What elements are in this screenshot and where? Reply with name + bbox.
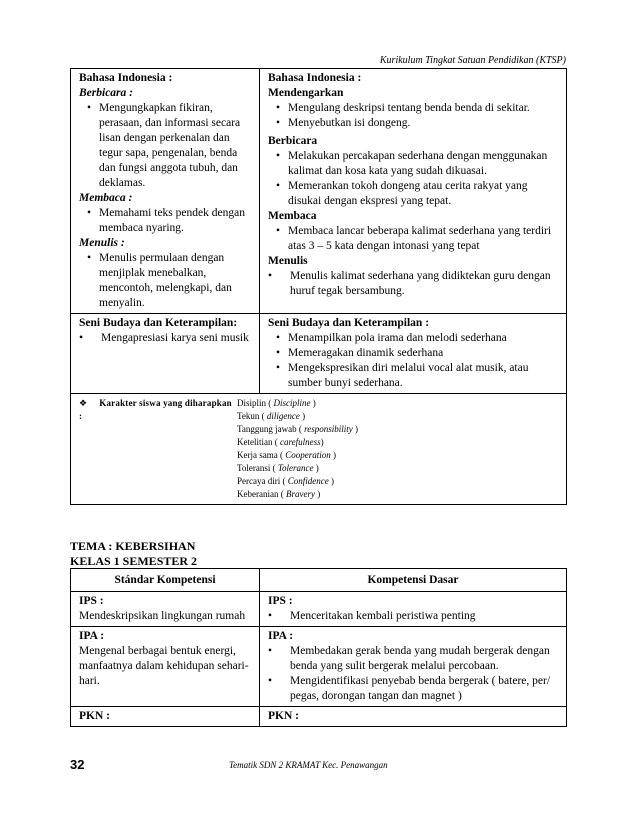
cell-title: IPA :: [79, 630, 105, 642]
table-row: [71, 627, 567, 707]
list-item: • Melakukan percakapan sederhana dengan menggunakan kalimat dan kosa kata yang sudah dikuasai.: [268, 149, 560, 179]
list-item: • Memahami teks pendek dengan membaca nyaring.: [79, 206, 253, 236]
karakter-item-id: Toleransi (: [237, 463, 278, 473]
karakter-item-id: Disiplin (: [237, 398, 274, 408]
karakter-item-en: Confidence: [287, 476, 329, 486]
karakter-item-close: ): [314, 489, 321, 499]
karakter-item: [237, 410, 358, 423]
karakter-item: [237, 449, 358, 462]
list: [268, 224, 560, 254]
table-row: [71, 69, 567, 314]
subheading-mendengarkan: Mendengarkan: [268, 87, 344, 99]
cell-title: IPS :: [79, 595, 104, 607]
list-item: • Mengungkapkan fikiran, perasaan, dan informasi secara lisan dengan perkenalan dan tegur sapa, pengenalan, benda dan fungsi anggota tubuh, dan deklamas.: [79, 101, 253, 191]
list-item: • Menceritakan kembali peristiwa penting: [268, 609, 560, 624]
karakter-item-en: Bravery: [285, 489, 315, 499]
karakter-item-en: diligence: [266, 411, 300, 421]
cell-text: Mengenal berbagai bentuk energi, manfaatnya dalam kehidupan sehari-hari.: [79, 645, 249, 687]
seni-right-cell: [260, 314, 567, 394]
subheading-berbicara: Berbicara: [268, 135, 318, 147]
ips-right-cell: [260, 592, 567, 627]
karakter-item-close: ): [299, 411, 306, 421]
subheading-berbicara: Berbicara :: [79, 87, 133, 99]
pkn-left-cell: PKN :: [71, 707, 260, 727]
karakter-item-close: ): [320, 437, 324, 447]
list-item: • Menyebutkan isi dongeng.: [268, 116, 560, 131]
karakter-item-en: Tolerance: [277, 463, 314, 473]
subheading-menulis: Menulis :: [79, 237, 125, 249]
karakter-list: [237, 397, 358, 501]
cell-title: IPS :: [268, 595, 293, 607]
karakter-item-close: ): [352, 424, 359, 434]
pkn-right-cell: PKN :: [260, 707, 567, 727]
list: [79, 101, 253, 191]
page-header: Kurikulum Tingkat Satuan Pendidikan (KTSP): [379, 55, 566, 66]
karakter-item-id: Tanggung jawab (: [237, 424, 305, 434]
cell-title: IPA :: [268, 630, 294, 642]
list-item: • Mengidentifikasi penyebab benda bergerak ( batere, per/ pegas, dorongan tangan dan magnet ): [268, 674, 560, 704]
column-header: Stándar Kompetensi: [71, 569, 260, 592]
list-item: • Mengulang deskripsi tentang benda benda di sekitar.: [268, 101, 560, 116]
list: [268, 269, 560, 299]
cell-text: Mendeskripsikan lingkungan rumah: [79, 610, 246, 622]
cell-title: Bahasa Indonesia :: [268, 72, 362, 84]
list-item: • Menampilkan pola irama dan melodi sederhana: [268, 331, 560, 346]
bahasa-left-cell: [71, 69, 260, 314]
karakter-item-close: ): [328, 476, 334, 486]
karakter-item: [237, 462, 358, 475]
table-row: [71, 394, 567, 505]
competency-table-1: [70, 68, 567, 505]
cell-title: Seni Budaya dan Keterampilan:: [79, 317, 238, 329]
karakter-item: [237, 488, 358, 501]
ips-left-cell: [71, 592, 260, 627]
karakter-item-en: Discipline: [273, 398, 311, 408]
kelas-semester: KELAS 1 SEMESTER 2: [70, 554, 198, 568]
ipa-right-cell: [260, 627, 567, 707]
table-row: [71, 314, 567, 394]
table-row: [71, 707, 567, 727]
cell-title: Bahasa Indonesia :: [79, 72, 173, 84]
subheading-menulis: Menulis: [268, 255, 308, 267]
bahasa-right-cell: [260, 69, 567, 314]
karakter-title: ❖ Karakter siswa yang diharapkan :: [79, 398, 232, 421]
karakter-item-close: ): [313, 463, 319, 473]
table-header-row: [71, 569, 567, 592]
page-number: 32: [70, 757, 85, 772]
list-item: • Memerankan tokoh dongeng atau cerita rakyat yang disukai dengan ekspresi yang tepat.: [268, 179, 560, 209]
list-item: • Mengekspresikan diri melalui vocal alat musik, atau sumber bunyi sederhana.: [268, 361, 560, 391]
list: [268, 609, 560, 624]
list-item: • Membaca lancar beberapa kalimat sederhana yang terdiri atas 3 – 5 kata dengan intonasi yang tepat: [268, 224, 560, 254]
list: [268, 644, 560, 704]
karakter-item-id: Kerja sama (: [237, 450, 286, 460]
footer-text: Tematik SDN 2 KRAMAT Kec. Penawangan: [229, 760, 388, 770]
list-item: • Menulis kalimat sederhana yang didiktekan guru dengan huruf tegak bersambung.: [268, 269, 560, 299]
list: [79, 251, 253, 311]
list: [268, 101, 560, 131]
karakter-item-en: responsibility: [304, 424, 353, 434]
subheading-membaca: Membaca: [268, 210, 317, 222]
karakter-item-id: Ketelitian (: [237, 437, 280, 447]
karakter-item: [237, 436, 358, 449]
karakter-item-close: ): [310, 398, 316, 408]
karakter-item-id: Percaya diri (: [237, 476, 288, 486]
list-item: • Menulis permulaan dengan menjiplak menebalkan, mencontoh, melengkapi, dan menyalin.: [79, 251, 253, 311]
list: [268, 331, 560, 391]
ipa-left-cell: [71, 627, 260, 707]
karakter-item-en: carefulness: [279, 437, 321, 447]
karakter-item: [237, 423, 358, 436]
list: [79, 331, 253, 346]
list: [79, 206, 253, 236]
karakter-cell: [71, 394, 567, 505]
karakter-item-id: Tekun (: [237, 411, 267, 421]
tema-heading: [70, 539, 197, 569]
subheading-membaca: Membaca :: [79, 192, 133, 204]
list: [268, 149, 560, 209]
seni-left-cell: [71, 314, 260, 394]
table-row: [71, 592, 567, 627]
list-item: • Membedakan gerak benda yang mudah bergerak dengan benda yang sulit bergerak melalui percobaan.: [268, 644, 560, 674]
karakter-item: [237, 397, 358, 410]
karakter-item-id: Keberanian (: [237, 489, 286, 499]
karakter-item: [237, 475, 358, 488]
karakter-item-en: Cooperation: [285, 450, 331, 460]
cell-title: Seni Budaya dan Keterampilan :: [268, 317, 430, 329]
list-item: • Mengapresiasi karya seni musik: [79, 331, 253, 346]
tema-title: TEMA : KEBERSIHAN: [70, 539, 196, 553]
karakter-item-close: ): [330, 450, 336, 460]
column-header: Kompetensi Dasar: [260, 569, 567, 592]
list-item: • Memeragakan dinamik sederhana: [268, 346, 560, 361]
competency-table-2: [70, 568, 567, 727]
